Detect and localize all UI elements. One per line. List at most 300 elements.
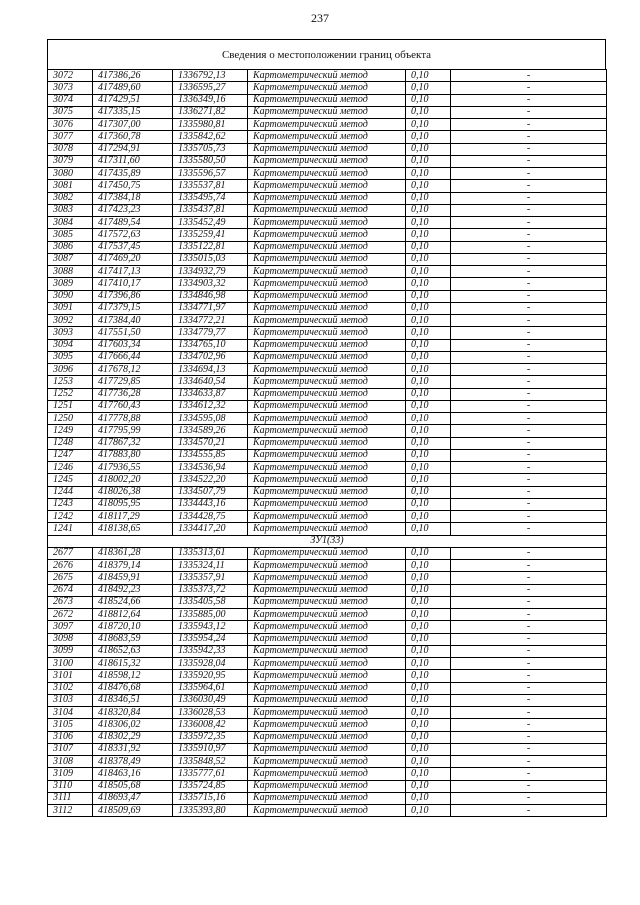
y-coordinate-cell: 1336008,42 — [173, 719, 248, 731]
x-coordinate-cell: 417311,60 — [93, 155, 173, 167]
x-coordinate-cell: 418459,91 — [93, 572, 173, 584]
description-cell: - — [451, 302, 607, 314]
y-coordinate-cell: 1334589,26 — [173, 425, 248, 437]
method-cell: Картометрический метод — [248, 707, 406, 719]
x-coordinate-cell: 417572,63 — [93, 229, 173, 241]
method-cell: Картометрический метод — [248, 645, 406, 657]
description-cell: - — [451, 241, 607, 253]
x-coordinate-cell: 418812,64 — [93, 609, 173, 621]
description-cell: - — [451, 229, 607, 241]
x-coordinate-cell: 417867,32 — [93, 437, 173, 449]
x-coordinate-cell: 417936,55 — [93, 462, 173, 474]
method-cell: Картометрический метод — [248, 70, 406, 82]
y-coordinate-cell: 1335357,91 — [173, 572, 248, 584]
y-coordinate-cell: 1335842,62 — [173, 131, 248, 143]
point-number-cell: 3098 — [48, 633, 93, 645]
x-coordinate-cell: 418720,10 — [93, 621, 173, 633]
accuracy-cell: 0,10 — [406, 486, 451, 498]
method-cell: Картометрический метод — [248, 143, 406, 155]
accuracy-cell: 0,10 — [406, 658, 451, 670]
method-cell: Картометрический метод — [248, 413, 406, 425]
description-cell: - — [451, 155, 607, 167]
method-cell: Картометрический метод — [248, 658, 406, 670]
point-number-cell: 3089 — [48, 278, 93, 290]
point-number-cell: 1252 — [48, 388, 93, 400]
description-cell: - — [451, 290, 607, 302]
accuracy-cell: 0,10 — [406, 70, 451, 82]
y-coordinate-cell: 1334694,13 — [173, 364, 248, 376]
table-row — [48, 731, 607, 743]
table-row — [48, 364, 607, 376]
table-row — [48, 388, 607, 400]
table-title: Сведения о местоположении границ объекта — [47, 39, 606, 69]
description-cell: - — [451, 572, 607, 584]
description-cell: - — [451, 743, 607, 755]
y-coordinate-cell: 1334633,87 — [173, 388, 248, 400]
method-cell: Картометрический метод — [248, 217, 406, 229]
y-coordinate-cell: 1334555,85 — [173, 449, 248, 461]
description-cell: - — [451, 805, 607, 817]
method-cell: Картометрический метод — [248, 376, 406, 388]
method-cell: Картометрический метод — [248, 523, 406, 535]
y-coordinate-cell: 1336028,53 — [173, 707, 248, 719]
y-coordinate-cell: 1335313,61 — [173, 547, 248, 559]
point-number-cell: 3110 — [48, 780, 93, 792]
point-number-cell: 3085 — [48, 229, 93, 241]
y-coordinate-cell: 1335537,81 — [173, 180, 248, 192]
description-cell: - — [451, 106, 607, 118]
description-cell: - — [451, 498, 607, 510]
method-cell: Картометрический метод — [248, 253, 406, 265]
point-number-cell: 2674 — [48, 584, 93, 596]
table-row — [48, 94, 607, 106]
accuracy-cell: 0,10 — [406, 462, 451, 474]
table-row — [48, 437, 607, 449]
description-cell: - — [451, 204, 607, 216]
x-coordinate-cell: 418320,84 — [93, 707, 173, 719]
method-cell: Картометрический метод — [248, 694, 406, 706]
y-coordinate-cell: 1334772,21 — [173, 315, 248, 327]
x-coordinate-cell: 417417,13 — [93, 266, 173, 278]
description-cell: - — [451, 645, 607, 657]
accuracy-cell: 0,10 — [406, 449, 451, 461]
accuracy-cell: 0,10 — [406, 388, 451, 400]
y-coordinate-cell: 1335405,58 — [173, 596, 248, 608]
accuracy-cell: 0,10 — [406, 596, 451, 608]
y-coordinate-cell: 1335848,52 — [173, 756, 248, 768]
x-coordinate-cell: 417678,12 — [93, 364, 173, 376]
description-cell: - — [451, 792, 607, 804]
y-coordinate-cell: 1335393,80 — [173, 805, 248, 817]
coordinates-table — [47, 69, 607, 817]
section-label: ЗУ1(33) — [48, 535, 607, 547]
method-cell: Картометрический метод — [248, 756, 406, 768]
y-coordinate-cell: 1334932,79 — [173, 266, 248, 278]
accuracy-cell: 0,10 — [406, 560, 451, 572]
table-row — [48, 413, 607, 425]
table-row — [48, 523, 607, 535]
x-coordinate-cell: 417551,50 — [93, 327, 173, 339]
accuracy-cell: 0,10 — [406, 266, 451, 278]
x-coordinate-cell: 418002,20 — [93, 474, 173, 486]
x-coordinate-cell: 417489,60 — [93, 82, 173, 94]
y-coordinate-cell: 1336792,13 — [173, 70, 248, 82]
description-cell: - — [451, 278, 607, 290]
point-number-cell: 1251 — [48, 400, 93, 412]
method-cell: Картометрический метод — [248, 388, 406, 400]
method-cell: Картометрический метод — [248, 584, 406, 596]
y-coordinate-cell: 1335324,11 — [173, 560, 248, 572]
method-cell: Картометрический метод — [248, 805, 406, 817]
description-cell: - — [451, 437, 607, 449]
y-coordinate-cell: 1336595,27 — [173, 82, 248, 94]
method-cell: Картометрический метод — [248, 498, 406, 510]
table-row — [48, 229, 607, 241]
x-coordinate-cell: 418492,23 — [93, 584, 173, 596]
accuracy-cell: 0,10 — [406, 82, 451, 94]
table-row — [48, 584, 607, 596]
table-row — [48, 658, 607, 670]
table-row — [48, 707, 607, 719]
point-number-cell: 1248 — [48, 437, 93, 449]
x-coordinate-cell: 417360,78 — [93, 131, 173, 143]
method-cell: Картометрический метод — [248, 155, 406, 167]
y-coordinate-cell: 1335437,81 — [173, 204, 248, 216]
accuracy-cell: 0,10 — [406, 351, 451, 363]
accuracy-cell: 0,10 — [406, 143, 451, 155]
x-coordinate-cell: 417450,75 — [93, 180, 173, 192]
table-row — [48, 168, 607, 180]
accuracy-cell: 0,10 — [406, 192, 451, 204]
y-coordinate-cell: 1335777,61 — [173, 768, 248, 780]
description-cell: - — [451, 707, 607, 719]
y-coordinate-cell: 1335705,73 — [173, 143, 248, 155]
description-cell: - — [451, 253, 607, 265]
method-cell: Картометрический метод — [248, 511, 406, 523]
accuracy-cell: 0,10 — [406, 302, 451, 314]
y-coordinate-cell: 1335495,74 — [173, 192, 248, 204]
method-cell: Картометрический метод — [248, 731, 406, 743]
point-number-cell: 1253 — [48, 376, 93, 388]
table-row — [48, 278, 607, 290]
description-cell: - — [451, 633, 607, 645]
point-number-cell: 3088 — [48, 266, 93, 278]
table-row — [48, 670, 607, 682]
table-row — [48, 119, 607, 131]
y-coordinate-cell: 1335122,81 — [173, 241, 248, 253]
x-coordinate-cell: 417760,43 — [93, 400, 173, 412]
accuracy-cell: 0,10 — [406, 670, 451, 682]
description-cell: - — [451, 425, 607, 437]
point-number-cell: 3111 — [48, 792, 93, 804]
table-row — [48, 498, 607, 510]
method-cell: Картометрический метод — [248, 682, 406, 694]
accuracy-cell: 0,10 — [406, 376, 451, 388]
method-cell: Картометрический метод — [248, 302, 406, 314]
description-cell: - — [451, 388, 607, 400]
x-coordinate-cell: 417435,89 — [93, 168, 173, 180]
description-cell: - — [451, 731, 607, 743]
description-cell: - — [451, 266, 607, 278]
description-cell: - — [451, 621, 607, 633]
method-cell: Картометрический метод — [248, 229, 406, 241]
accuracy-cell: 0,10 — [406, 425, 451, 437]
point-number-cell: 3076 — [48, 119, 93, 131]
table-row — [48, 106, 607, 118]
point-number-cell: 3087 — [48, 253, 93, 265]
x-coordinate-cell: 418463,16 — [93, 768, 173, 780]
point-number-cell: 3101 — [48, 670, 93, 682]
method-cell: Картометрический метод — [248, 278, 406, 290]
x-coordinate-cell: 417410,17 — [93, 278, 173, 290]
accuracy-cell: 0,10 — [406, 437, 451, 449]
description-cell: - — [451, 192, 607, 204]
description-cell: - — [451, 694, 607, 706]
table-row — [48, 315, 607, 327]
x-coordinate-cell: 417379,15 — [93, 302, 173, 314]
x-coordinate-cell: 417423,23 — [93, 204, 173, 216]
description-cell: - — [451, 584, 607, 596]
y-coordinate-cell: 1336349,16 — [173, 94, 248, 106]
x-coordinate-cell: 417729,85 — [93, 376, 173, 388]
coordinates-sheet — [47, 39, 606, 817]
x-coordinate-cell: 417384,18 — [93, 192, 173, 204]
table-row — [48, 780, 607, 792]
method-cell: Картометрический метод — [248, 486, 406, 498]
accuracy-cell: 0,10 — [406, 621, 451, 633]
point-number-cell: 3100 — [48, 658, 93, 670]
table-row — [48, 302, 607, 314]
section-row — [48, 535, 607, 547]
accuracy-cell: 0,10 — [406, 731, 451, 743]
method-cell: Картометрический метод — [248, 425, 406, 437]
accuracy-cell: 0,10 — [406, 290, 451, 302]
method-cell: Картометрический метод — [248, 131, 406, 143]
description-cell: - — [451, 768, 607, 780]
x-coordinate-cell: 418505,68 — [93, 780, 173, 792]
table-row — [48, 241, 607, 253]
description-cell: - — [451, 131, 607, 143]
accuracy-cell: 0,10 — [406, 413, 451, 425]
x-coordinate-cell: 417386,26 — [93, 70, 173, 82]
method-cell: Картометрический метод — [248, 241, 406, 253]
table-row — [48, 633, 607, 645]
point-number-cell: 1242 — [48, 511, 93, 523]
method-cell: Картометрический метод — [248, 315, 406, 327]
description-cell: - — [451, 413, 607, 425]
y-coordinate-cell: 1334595,08 — [173, 413, 248, 425]
y-coordinate-cell: 1334443,16 — [173, 498, 248, 510]
accuracy-cell: 0,10 — [406, 756, 451, 768]
method-cell: Картометрический метод — [248, 94, 406, 106]
x-coordinate-cell: 418302,29 — [93, 731, 173, 743]
x-coordinate-cell: 418117,29 — [93, 511, 173, 523]
description-cell: - — [451, 719, 607, 731]
accuracy-cell: 0,10 — [406, 768, 451, 780]
table-row — [48, 609, 607, 621]
description-cell: - — [451, 560, 607, 572]
accuracy-cell: 0,10 — [406, 523, 451, 535]
point-number-cell: 3103 — [48, 694, 93, 706]
y-coordinate-cell: 1336271,82 — [173, 106, 248, 118]
description-cell: - — [451, 780, 607, 792]
table-row — [48, 376, 607, 388]
x-coordinate-cell: 418138,65 — [93, 523, 173, 535]
point-number-cell: 1241 — [48, 523, 93, 535]
table-row — [48, 131, 607, 143]
point-number-cell: 3094 — [48, 339, 93, 351]
description-cell: - — [451, 315, 607, 327]
method-cell: Картометрический метод — [248, 743, 406, 755]
table-row — [48, 719, 607, 731]
x-coordinate-cell: 417537,45 — [93, 241, 173, 253]
accuracy-cell: 0,10 — [406, 474, 451, 486]
point-number-cell: 3099 — [48, 645, 93, 657]
method-cell: Картометрический метод — [248, 768, 406, 780]
method-cell: Картометрический метод — [248, 792, 406, 804]
x-coordinate-cell: 418598,12 — [93, 670, 173, 682]
x-coordinate-cell: 417469,20 — [93, 253, 173, 265]
y-coordinate-cell: 1335980,81 — [173, 119, 248, 131]
description-cell: - — [451, 547, 607, 559]
y-coordinate-cell: 1334702,96 — [173, 351, 248, 363]
table-row — [48, 253, 607, 265]
x-coordinate-cell: 418509,69 — [93, 805, 173, 817]
y-coordinate-cell: 1334522,20 — [173, 474, 248, 486]
y-coordinate-cell: 1334536,94 — [173, 462, 248, 474]
y-coordinate-cell: 1335452,49 — [173, 217, 248, 229]
accuracy-cell: 0,10 — [406, 241, 451, 253]
method-cell: Картометрический метод — [248, 780, 406, 792]
x-coordinate-cell: 417429,51 — [93, 94, 173, 106]
accuracy-cell: 0,10 — [406, 327, 451, 339]
accuracy-cell: 0,10 — [406, 364, 451, 376]
method-cell: Картометрический метод — [248, 180, 406, 192]
method-cell: Картометрический метод — [248, 719, 406, 731]
y-coordinate-cell: 1335724,85 — [173, 780, 248, 792]
y-coordinate-cell: 1334570,21 — [173, 437, 248, 449]
x-coordinate-cell: 417396,86 — [93, 290, 173, 302]
description-cell: - — [451, 70, 607, 82]
description-cell: - — [451, 376, 607, 388]
description-cell: - — [451, 523, 607, 535]
table-row — [48, 143, 607, 155]
table-row — [48, 449, 607, 461]
description-cell: - — [451, 486, 607, 498]
point-number-cell: 3079 — [48, 155, 93, 167]
description-cell: - — [451, 168, 607, 180]
x-coordinate-cell: 417489,54 — [93, 217, 173, 229]
point-number-cell: 3083 — [48, 204, 93, 216]
point-number-cell: 1243 — [48, 498, 93, 510]
method-cell: Картометрический метод — [248, 670, 406, 682]
table-row — [48, 327, 607, 339]
method-cell: Картометрический метод — [248, 437, 406, 449]
method-cell: Картометрический метод — [248, 572, 406, 584]
table-row — [48, 266, 607, 278]
accuracy-cell: 0,10 — [406, 645, 451, 657]
point-number-cell: 2676 — [48, 560, 93, 572]
table-row — [48, 768, 607, 780]
point-number-cell: 3074 — [48, 94, 93, 106]
accuracy-cell: 0,10 — [406, 719, 451, 731]
method-cell: Картометрический метод — [248, 474, 406, 486]
table-row — [48, 351, 607, 363]
table-row — [48, 682, 607, 694]
table-row — [48, 425, 607, 437]
accuracy-cell: 0,10 — [406, 498, 451, 510]
y-coordinate-cell: 1335910,97 — [173, 743, 248, 755]
table-row — [48, 400, 607, 412]
table-row — [48, 180, 607, 192]
table-row — [48, 204, 607, 216]
table-row — [48, 192, 607, 204]
description-cell: - — [451, 400, 607, 412]
point-number-cell: 3078 — [48, 143, 93, 155]
table-row — [48, 462, 607, 474]
point-number-cell: 3092 — [48, 315, 93, 327]
method-cell: Картометрический метод — [248, 609, 406, 621]
description-cell: - — [451, 94, 607, 106]
point-number-cell: 1246 — [48, 462, 93, 474]
accuracy-cell: 0,10 — [406, 229, 451, 241]
method-cell: Картометрический метод — [248, 204, 406, 216]
accuracy-cell: 0,10 — [406, 780, 451, 792]
x-coordinate-cell: 418331,92 — [93, 743, 173, 755]
accuracy-cell: 0,10 — [406, 106, 451, 118]
point-number-cell: 2673 — [48, 596, 93, 608]
table-row — [48, 155, 607, 167]
accuracy-cell: 0,10 — [406, 119, 451, 131]
point-number-cell: 3086 — [48, 241, 93, 253]
description-cell: - — [451, 511, 607, 523]
description-cell: - — [451, 756, 607, 768]
method-cell: Картометрический метод — [248, 327, 406, 339]
point-number-cell: 3090 — [48, 290, 93, 302]
point-number-cell: 3072 — [48, 70, 93, 82]
table-row — [48, 756, 607, 768]
x-coordinate-cell: 417603,34 — [93, 339, 173, 351]
point-number-cell: 3096 — [48, 364, 93, 376]
accuracy-cell: 0,10 — [406, 682, 451, 694]
y-coordinate-cell: 1335885,00 — [173, 609, 248, 621]
y-coordinate-cell: 1334640,54 — [173, 376, 248, 388]
accuracy-cell: 0,10 — [406, 584, 451, 596]
method-cell: Картометрический метод — [248, 290, 406, 302]
method-cell: Картометрический метод — [248, 351, 406, 363]
point-number-cell: 3095 — [48, 351, 93, 363]
method-cell: Картометрический метод — [248, 449, 406, 461]
point-number-cell: 1249 — [48, 425, 93, 437]
accuracy-cell: 0,10 — [406, 792, 451, 804]
description-cell: - — [451, 351, 607, 363]
accuracy-cell: 0,10 — [406, 278, 451, 290]
x-coordinate-cell: 418693,47 — [93, 792, 173, 804]
table-row — [48, 694, 607, 706]
x-coordinate-cell: 417384,40 — [93, 315, 173, 327]
accuracy-cell: 0,10 — [406, 694, 451, 706]
page-number: 237 — [311, 11, 329, 25]
accuracy-cell: 0,10 — [406, 94, 451, 106]
table-row — [48, 572, 607, 584]
method-cell: Картометрический метод — [248, 400, 406, 412]
description-cell: - — [451, 449, 607, 461]
method-cell: Картометрический метод — [248, 364, 406, 376]
y-coordinate-cell: 1335715,16 — [173, 792, 248, 804]
point-number-cell: 1245 — [48, 474, 93, 486]
description-cell: - — [451, 670, 607, 682]
y-coordinate-cell: 1335015,03 — [173, 253, 248, 265]
